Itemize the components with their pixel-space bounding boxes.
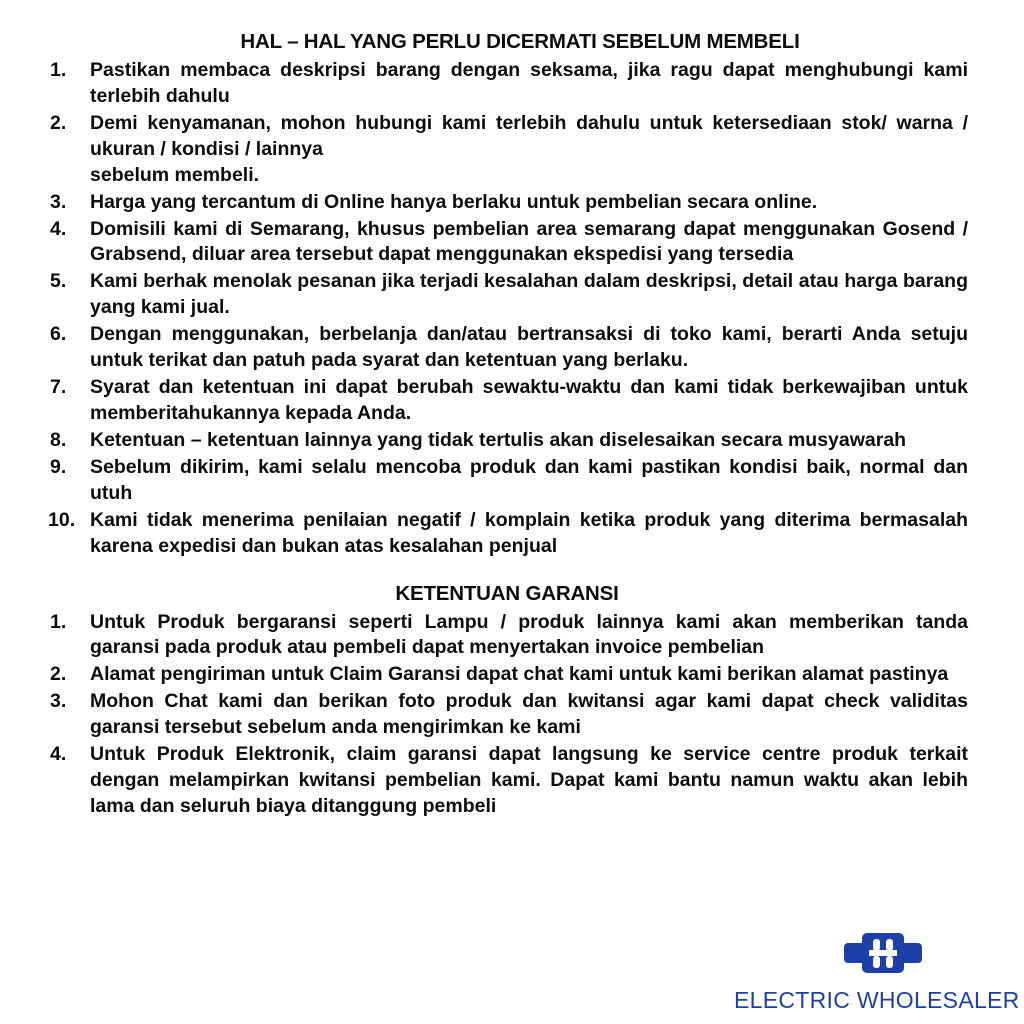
- list-item-text: Alamat pengiriman untuk Claim Garansi dapat chat kami untuk kami berikan alamat pastinya: [90, 663, 949, 686]
- list-item-number: 3.: [50, 690, 67, 713]
- list-item-text: Sebelum dikirim, kami selalu mencoba produk dan kami pastikan kondisi baik, normal dan utuh: [90, 455, 968, 504]
- warranty-list: [46, 610, 968, 820]
- list-item-text: Dengan menggunakan, berbelanja dan/atau bertransaksi di toko kami, berarti Anda setuju untuk terikat dan patuh pada syarat dan ketentuan yang berlaku.: [90, 323, 968, 372]
- list-item: [46, 455, 968, 507]
- list-item-text: Kami tidak menerima penilaian negatif / komplain ketika produk yang diterima bermasalah karena expedisi dan bukan atas kesalahan penjual: [90, 508, 968, 557]
- list-item: [46, 190, 968, 216]
- list-item-number: 2.: [50, 111, 67, 134]
- brand-name: ELECTRIC WHOLESALER: [734, 987, 1020, 1013]
- list-item-number: 6.: [50, 323, 67, 346]
- list-item-number: 9.: [50, 455, 67, 478]
- list-item-text: Harga yang tercantum di Online hanya berlaku untuk pembelian secara online.: [90, 190, 818, 213]
- list-item-number: 8.: [50, 428, 67, 451]
- list-item: [46, 111, 968, 189]
- list-item-text: Kami berhak menolak pesanan jika terjadi kesalahan dalam deskripsi, detail atau harga barang yang kami jual.: [90, 270, 968, 319]
- list-item: [46, 58, 968, 110]
- list-item: [46, 742, 968, 820]
- list-item-text: Demi kenyamanan, mohon hubungi kami terlebih dahulu untuk ketersediaan stok/ warna / ukuran / kondisi / lainnya: [90, 111, 968, 160]
- footer-branding: [734, 925, 1020, 1014]
- list-item: [46, 217, 968, 269]
- terms-list: [46, 58, 968, 560]
- list-item-number: 3.: [50, 190, 67, 213]
- list-item-text: Mohon Chat kami dan berikan foto produk dan kwitansi agar kami dapat check validitas garansi tersebut sebelum anda mengirimkan ke kami: [90, 690, 968, 739]
- list-item: [46, 689, 968, 741]
- electric-plug-icon: [844, 925, 922, 981]
- list-item-extra-text: sebelum membeli.: [90, 163, 260, 186]
- section-title-warranty: KETENTUAN GARANSI: [395, 581, 619, 605]
- list-item-number: 2.: [50, 663, 67, 686]
- list-item-number: 7.: [50, 376, 67, 399]
- list-item: [46, 269, 968, 321]
- list-item: [46, 508, 968, 560]
- list-item-text: Ketentuan – ketentuan lainnya yang tidak tertulis akan diselesaikan secara musyawarah: [90, 428, 907, 451]
- list-item-text: Untuk Produk Elektronik, claim garansi dapat langsung ke service centre produk terkait dengan melampirkan kwitansi pembelian kami. Dapat kami bantu namun waktu akan lebih lama dan seluruh biaya ditanggung pembeli: [90, 743, 968, 817]
- list-item-number: 1.: [50, 610, 67, 633]
- list-item-text: Untuk Produk bergaransi seperti Lampu / produk lainnya kami akan memberikan tanda garansi pada produk atau pembeli dapat menyertakan invoice pembelian: [90, 610, 968, 659]
- list-item: [46, 322, 968, 374]
- list-item-text: Domisili kami di Semarang, khusus pembelian area semarang dapat menggunakan Gosend / Grabsend, diluar area tersebut dapat menggunakan ekspedisi yang tersedia: [90, 217, 968, 266]
- list-item-number: 5.: [50, 270, 67, 293]
- section-title-terms: HAL – HAL YANG PERLU DICERMATI SEBELUM MEMBELI: [240, 30, 800, 53]
- list-item-number: 10.: [48, 508, 76, 531]
- list-item-text: Syarat dan ketentuan ini dapat berubah sewaktu-waktu dan kami tidak berkewajiban untuk memberitahukannya kepada Anda.: [90, 376, 968, 424]
- list-item-number: 4.: [50, 217, 67, 240]
- list-item: [46, 375, 968, 427]
- list-item: [46, 662, 968, 688]
- list-item-number: 4.: [50, 743, 67, 766]
- list-item: [46, 428, 968, 454]
- list-item: [46, 610, 968, 662]
- list-item-number: 1.: [50, 59, 67, 81]
- list-item-text: Pastikan membaca deskripsi barang dengan seksama, jika ragu dapat menghubungi kami terlebih dahulu: [90, 59, 968, 107]
